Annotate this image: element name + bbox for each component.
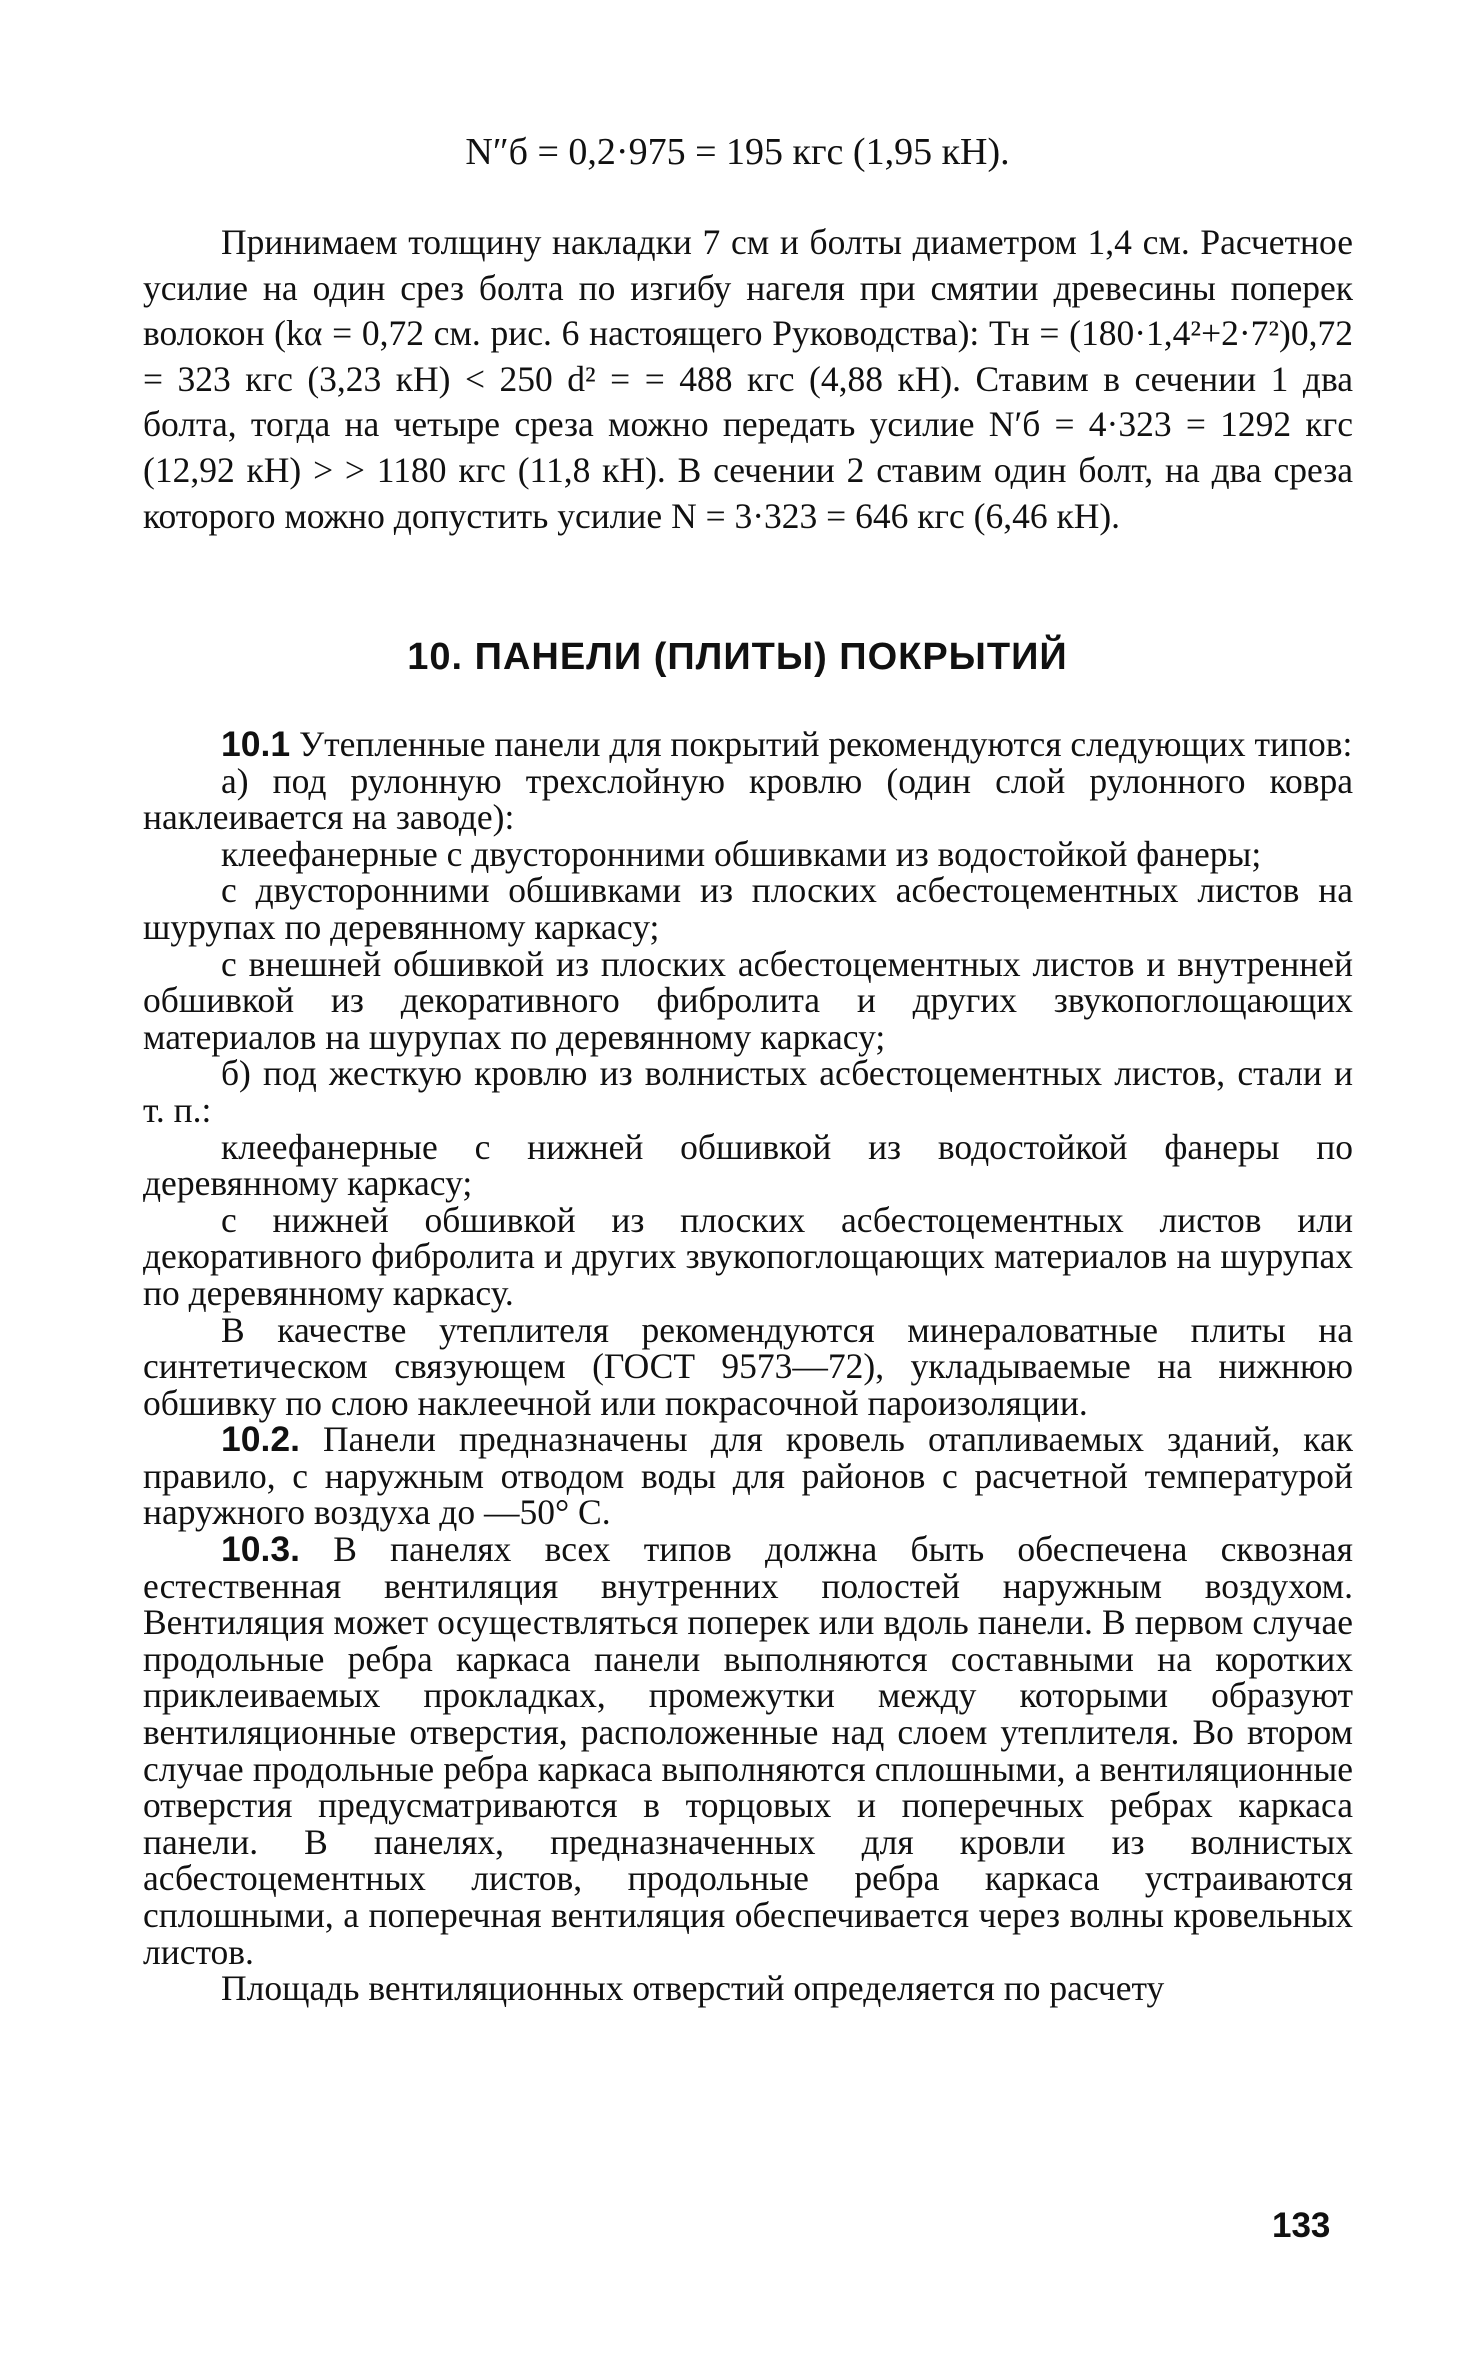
paragraph-ventilation-area: [143, 1970, 1353, 2007]
paragraph-text: В качестве утеплителя рекомендуются минераловатные плиты на синтетическом связующем (ГОСТ 9573—72), укладываемые на нижнюю обшивку по слою наклеечной или покрасочной пароизоляции.: [143, 1309, 1353, 1423]
section-heading: 10. ПАНЕЛИ (ПЛИТЫ) ПОКРЫТИЙ: [407, 636, 1068, 678]
paragraph-item: [143, 943, 1353, 1057]
paragraph-item: [143, 833, 1353, 874]
paragraph-text: клеефанерные с нижней обшивкой из водостойкой фанеры по деревянному каркасу;: [143, 1126, 1353, 1204]
paragraph-type-a: [143, 760, 1353, 838]
paragraph-text: б) под жесткую кровлю из волнистых асбестоцементных листов, стали и т. п.:: [143, 1053, 1353, 1130]
paragraph-item: [143, 1126, 1353, 1204]
clause-number: 10.1: [221, 724, 291, 764]
paragraph-insulation: [143, 1309, 1353, 1423]
paragraph-text: Панели предназначены для кровель отапливаемых зданий, как правило, с наружным отводом воды для районов с расчетной температурой наружного воздуха до —50° С.: [143, 1419, 1353, 1533]
page-number: 133: [1272, 2206, 1331, 2245]
clause-number: 10.2.: [221, 1419, 300, 1460]
paragraph-10-1: [143, 726, 1353, 763]
paragraph-text: Утепленные панели для покрытий рекомендуются следующих типов:: [290, 724, 1353, 764]
paragraph-text: с нижней обшивкой из плоских асбестоцементных листов или декоративного фибролита и других звукопоглощающих материалов на шурупах по деревянному каркасу.: [143, 1199, 1353, 1313]
paragraph-text: В панелях всех типов должна быть обеспечена сквозная естественная вентиляция внутренних полостей наружным воздухом. Вентиляция может осуществляться поперек или вдоль панели. В первом случае продольные ребра каркаса панели выполняются составными на коротких приклеиваемых прокладках, промежутки между которыми образуют вентиляционные отверстия, расположенные над слоем утеплителя. Во втором случае продольные ребра каркаса выполняются сплошными, а вентиляционные отверстия предусматриваются в торцовых и поперечных ребрах каркаса панели. В панелях, предназначенных для кровли из волнистых асбестоцементных листов, продольные ребра каркаса устраиваются сплошными, а поперечная вентиляция обеспечивается через волны кровельных листов.: [143, 1529, 1353, 1972]
paragraph-10-2: [143, 1421, 1353, 1531]
clause-number: 10.3.: [221, 1529, 300, 1570]
paragraph-item: [143, 872, 1353, 945]
paragraph-text: клеефанерные с двусторонними обшивками из водостойкой фанеры;: [221, 833, 1262, 874]
paragraph-10-3: [143, 1531, 1353, 1970]
paragraph-type-b: [143, 1055, 1353, 1128]
paragraph-item: [143, 1199, 1353, 1313]
paragraph-text: с двусторонними обшивками из плоских асбестоцементных листов на шурупах по деревянному каркасу;: [143, 870, 1353, 947]
formula-line: N″б = 0,2·975 = 195 кгс (1,95 кН).: [465, 131, 1010, 173]
paragraph-text: Площадь вентиляционных отверстий определяется по расчету: [221, 1968, 1165, 2009]
section-body: [143, 726, 1353, 2007]
intro-paragraph: Принимаем толщину накладки 7 см и болты диаметром 1,4 см. Расчетное усилие на один срез болта по изгибу нагеля при смятии древесины поперек волокон (kα = 0,72 см. рис. 6 настоящего Руководства): Tн = (180·1,4²+2·7²)0,72 = 323 кгс (3,23 кН) < 250 d² = = 488 кгс (4,88 кН). Ставим в сечении 1 два болта, тогда на четыре среза можно передать усилие N′б = 4·323 = 1292 кгс (12,92 кН) > > 1180 кгс (11,8 кН). В сечении 2 ставим один болт, на два среза которого можно допустить усилие N = 3·323 = 646 кгс (6,46 кН).: [143, 222, 1353, 536]
intro-block: [143, 220, 1353, 539]
paragraph-text: а) под рулонную трехслойную кровлю (один слой рулонного ковра наклеивается на заводе):: [143, 760, 1353, 838]
paragraph-text: с внешней обшивкой из плоских асбестоцементных листов и внутренней обшивкой из декоративного фибролита и других звукопоглощающих материалов на шурупах по деревянному каркасу;: [143, 943, 1353, 1057]
